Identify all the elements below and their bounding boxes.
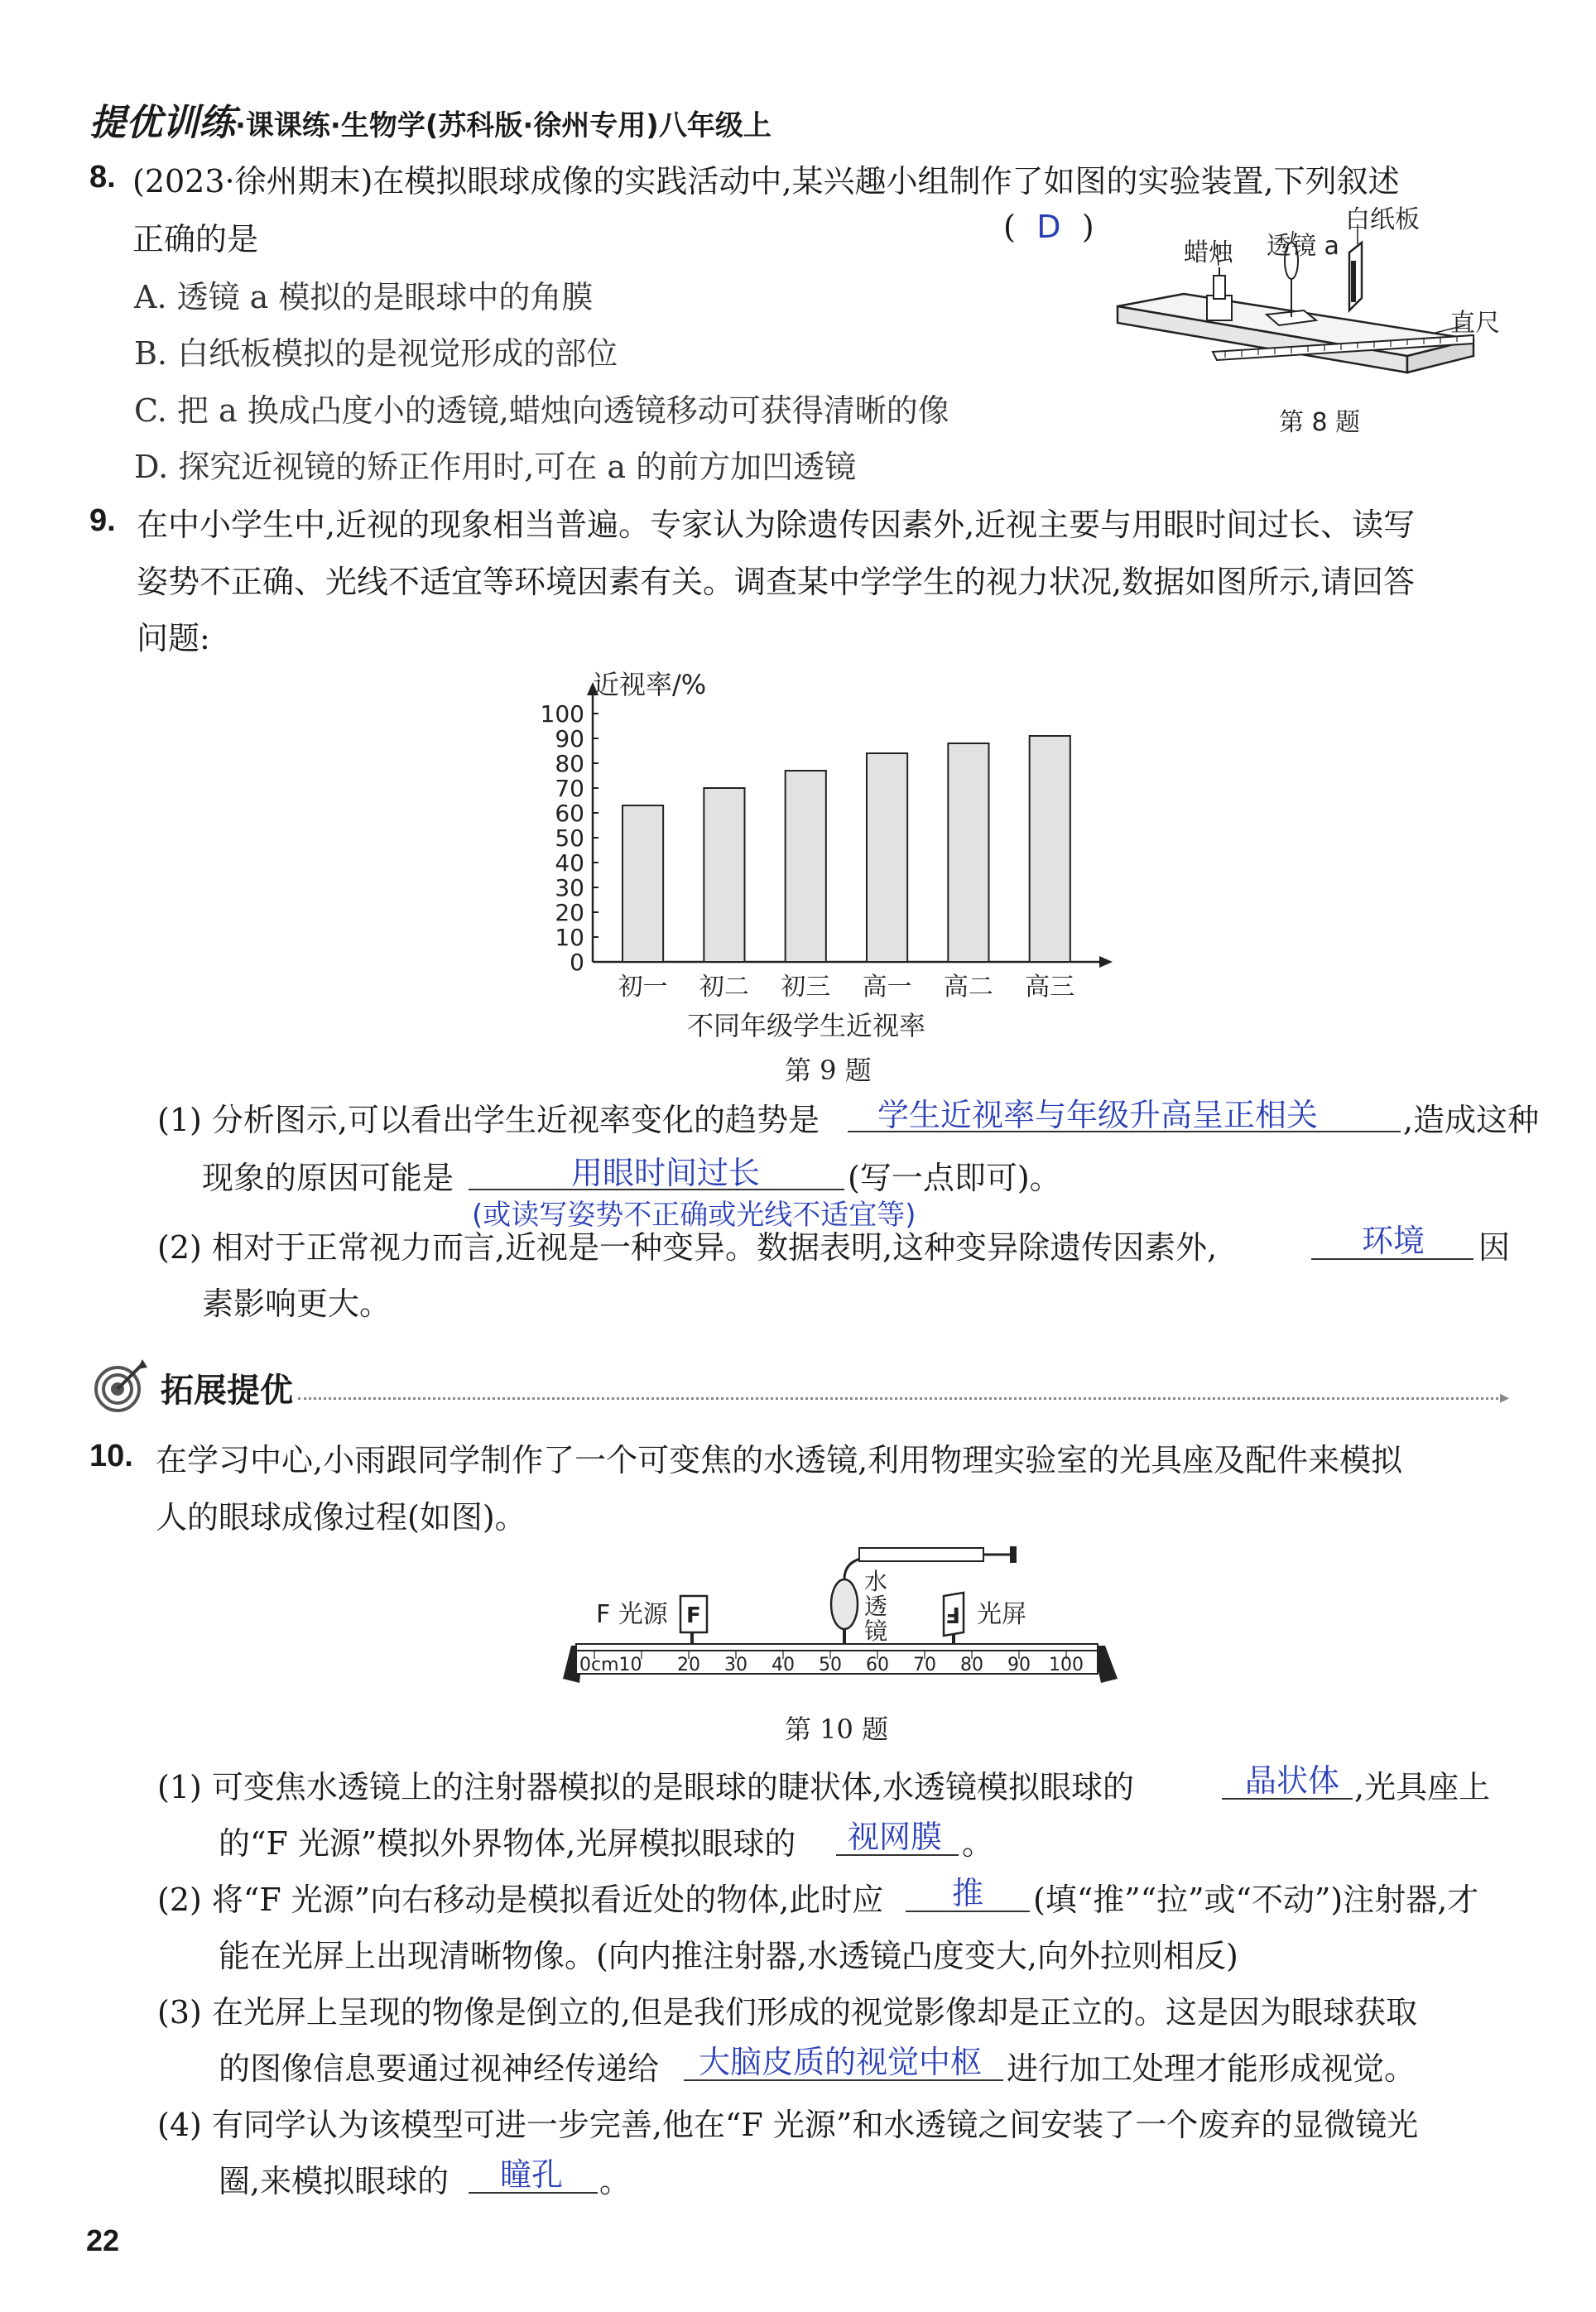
x-tick-label: 初二	[699, 973, 749, 1002]
y-tick-label: 30	[555, 874, 584, 901]
q10-p4-line1: (4) 有同学认为该模型可进一步完善,他在“F 光源”和水透镜之间安装了一个废弃的显微镜光	[157, 2107, 1419, 2143]
x-axis-arrow	[1099, 956, 1113, 968]
q10-stem-line2: 人的眼球成像过程(如图)。	[156, 1499, 526, 1536]
q10-p2-prefix: (2) 将“F 光源”向右移动是模拟看近处的物体,此时应	[157, 1882, 884, 1918]
syringe-icon	[859, 1548, 983, 1561]
q10-p3-suffix: 进行加工处理才能形成视觉。	[1007, 2050, 1416, 2087]
q9-p1-line2-prefix: 现象的原因可能是	[202, 1160, 454, 1196]
q10-p1-mid: ,光具座上	[1354, 1769, 1491, 1805]
q8-option-a: A. 透镜 a 模拟的是眼球中的角膜	[134, 279, 594, 315]
bench-scale-label: 90	[1007, 1655, 1031, 1675]
bench-scale-label: 70	[913, 1655, 936, 1675]
q10-p1-line2-prefix: 的“F 光源”模拟外界物体,光屏模拟眼球的	[219, 1825, 796, 1862]
bench-rail	[576, 1644, 1098, 1651]
y-tick-label: 100	[540, 700, 584, 728]
q10-p3-answer: 大脑皮质的视觉中枢	[699, 2044, 983, 2080]
page-number: 22	[86, 2223, 120, 2257]
label-screen: 光屏	[977, 1600, 1026, 1629]
section-divider	[298, 1397, 1498, 1400]
q9-caption: 第 9 题	[785, 1055, 872, 1086]
bar-高一	[867, 753, 907, 962]
q8-stem-line2: 正确的是	[132, 221, 259, 257]
q10-p3-line1: (3) 在光屏上呈现的物像是倒立的,但是我们形成的视觉影像却是正立的。这是因为眼球获取	[157, 1994, 1417, 2031]
label-f-source: F 光源	[596, 1600, 668, 1629]
label-lens-a: 透镜 a	[1267, 232, 1339, 261]
q8-answer: D	[1036, 209, 1061, 245]
water-lens-icon	[831, 1579, 858, 1629]
q9-stem-line2: 姿势不正确、光线不适宜等环境因素有关。调查某中学学生的视力状况,数据如图所示,请回答	[137, 564, 1416, 600]
q8-caption: 第 8 题	[1279, 408, 1361, 437]
x-tick-label: 高二	[943, 973, 993, 1002]
svg-text:镜: 镜	[864, 1617, 888, 1645]
q9-p1-prefix: (1) 分析图示,可以看出学生近视率变化的趋势是	[157, 1102, 820, 1138]
q10-caption: 第 10 题	[785, 1714, 889, 1745]
q9-stem-line1: 在中小学生中,近视的现象相当普遍。专家认为除遗传因素外,近视主要与用眼时间过长、读写	[137, 507, 1416, 543]
chart-bars	[623, 736, 1070, 962]
q8-stem-line1: (2023·徐州期末)在模拟眼球成像的实践活动中,某兴趣小组制作了如图的实验装置,下列叙述	[132, 163, 1400, 199]
label-ruler: 直尺	[1450, 309, 1500, 338]
y-tick-label: 80	[555, 750, 584, 777]
q10-p4-answer: 瞳孔	[500, 2156, 564, 2193]
y-tick-label: 10	[555, 924, 584, 951]
bench-scale-label: 30	[724, 1655, 748, 1675]
q9-p2-line2: 素影响更大。	[202, 1286, 392, 1322]
q10-stem-line1: 在学习中心,小雨跟同学制作了一个可变焦的水透镜,利用物理实验室的光具座及配件来模拟	[156, 1442, 1403, 1478]
q9-p1-answer2: 用眼时间过长	[571, 1155, 761, 1191]
chart-ylabel: 近视率/%	[593, 669, 707, 700]
q8-option-d: D. 探究近视镜的矫正作用时,可在 a 的前方加凹透镜	[134, 449, 857, 485]
q9-p2-answer: 环境	[1362, 1223, 1425, 1259]
label-water-lens	[864, 1568, 887, 1645]
bench-scale-label: 40	[772, 1655, 795, 1675]
q9-number: 9.	[89, 503, 116, 538]
x-tick-label: 初一	[618, 973, 668, 1002]
y-tick-label: 20	[555, 899, 584, 926]
chart-x-labels	[618, 973, 1075, 1002]
q10-number: 10.	[89, 1439, 133, 1473]
screen-inverted-glyph: F	[945, 1602, 960, 1627]
y-tick-label: 50	[555, 824, 584, 852]
q10-p1-prefix: (1) 可变焦水透镜上的注射器模拟的是眼球的睫状体,水透镜模拟眼球的	[157, 1769, 1134, 1805]
header-series: ·课课练·生物学(苏科版·徐州专用)八年级上	[235, 109, 772, 142]
paren-close: )	[1081, 209, 1094, 245]
q9-bar-chart	[513, 662, 1142, 1051]
divider-arrow-icon: ▸	[1500, 1387, 1510, 1408]
x-tick-label: 初三	[781, 973, 831, 1002]
q10-p1-end: 。	[962, 1825, 994, 1862]
header-brand: 提优训练	[89, 103, 235, 143]
q9-stem-line3: 问题:	[137, 620, 210, 656]
q10-p4-prefix: 圈,来模拟眼球的	[219, 2163, 449, 2199]
q8-option-b: B. 白纸板模拟的是视觉形成的部位	[134, 335, 618, 372]
svg-text:透: 透	[864, 1593, 888, 1620]
bar-初一	[623, 805, 663, 962]
q9-p1-answer2-alt: (或读写姿势不正确或光线不适宜等)	[472, 1199, 916, 1232]
q9-p2-prefix: (2) 相对于正常视力而言,近视是一种变异。数据表明,这种变异除遗传因素外,	[157, 1229, 1218, 1266]
y-tick-label: 90	[555, 725, 584, 752]
q10-p2-line2: 能在光屏上出现清晰物像。(向内推注射器,水透镜凸度变大,向外拉则相反)	[219, 1938, 1238, 1974]
chart-title: 不同年级学生近视率	[687, 1010, 926, 1041]
x-tick-label: 高一	[862, 973, 912, 1002]
bench-scale-label: 80	[960, 1655, 983, 1675]
bench-scale-label: 100	[1049, 1655, 1084, 1675]
q9-p1-suffix: (写一点即可)。	[848, 1160, 1061, 1196]
q8-answer-paren	[1003, 209, 1094, 245]
q8-option-c: C. 把 a 换成凸度小的透镜,蜡烛向透镜移动可获得清晰的像	[134, 392, 949, 429]
svg-text:水: 水	[864, 1568, 888, 1595]
q10-p1-answer2: 视网膜	[848, 1819, 943, 1855]
q10-optical-bench-figure	[546, 1538, 1126, 1704]
bar-初三	[786, 771, 826, 962]
y-tick-label: 60	[555, 800, 584, 827]
paren-open: (	[1003, 209, 1016, 245]
q10-p4-end: 。	[599, 2163, 632, 2199]
q9-p1-answer1: 学生近视率与年级升高呈正相关	[877, 1097, 1319, 1133]
q10-p2-answer: 推	[952, 1875, 984, 1911]
f-source-glyph: F	[686, 1603, 701, 1628]
q8-number: 8.	[89, 160, 116, 195]
section-title: 拓展提优	[161, 1372, 293, 1410]
q9-p1-mid: ,造成这种	[1403, 1102, 1540, 1138]
target-icon	[91, 1358, 149, 1416]
bench-scale-label: 0cm10	[579, 1655, 642, 1675]
q10-p2-suffix: (填“推”“拉”或“不动”)注射器,才	[1033, 1882, 1479, 1918]
label-candle: 蜡烛	[1184, 238, 1233, 267]
bar-初二	[704, 788, 744, 962]
bench-scale-label: 20	[677, 1655, 700, 1675]
chart-y-ticks	[541, 700, 598, 976]
page-header	[89, 93, 772, 146]
q10-p3-prefix: 的图像信息要通过视神经传递给	[219, 2050, 660, 2087]
bar-高三	[1030, 736, 1070, 962]
q9-p2-suffix: 因	[1478, 1229, 1511, 1266]
y-tick-label: 70	[555, 775, 584, 802]
bench-scale-label: 50	[819, 1655, 842, 1675]
x-tick-label: 高三	[1025, 973, 1075, 1002]
y-tick-label: 0	[570, 949, 584, 976]
label-white-board: 白纸板	[1345, 205, 1420, 234]
bar-高二	[948, 743, 988, 962]
candle-icon	[1214, 276, 1225, 299]
bench-scale-label: 60	[866, 1655, 889, 1675]
q10-p1-answer1: 晶状体	[1245, 1762, 1340, 1799]
y-tick-label: 40	[555, 849, 584, 877]
q8-apparatus-figure	[1109, 195, 1507, 443]
